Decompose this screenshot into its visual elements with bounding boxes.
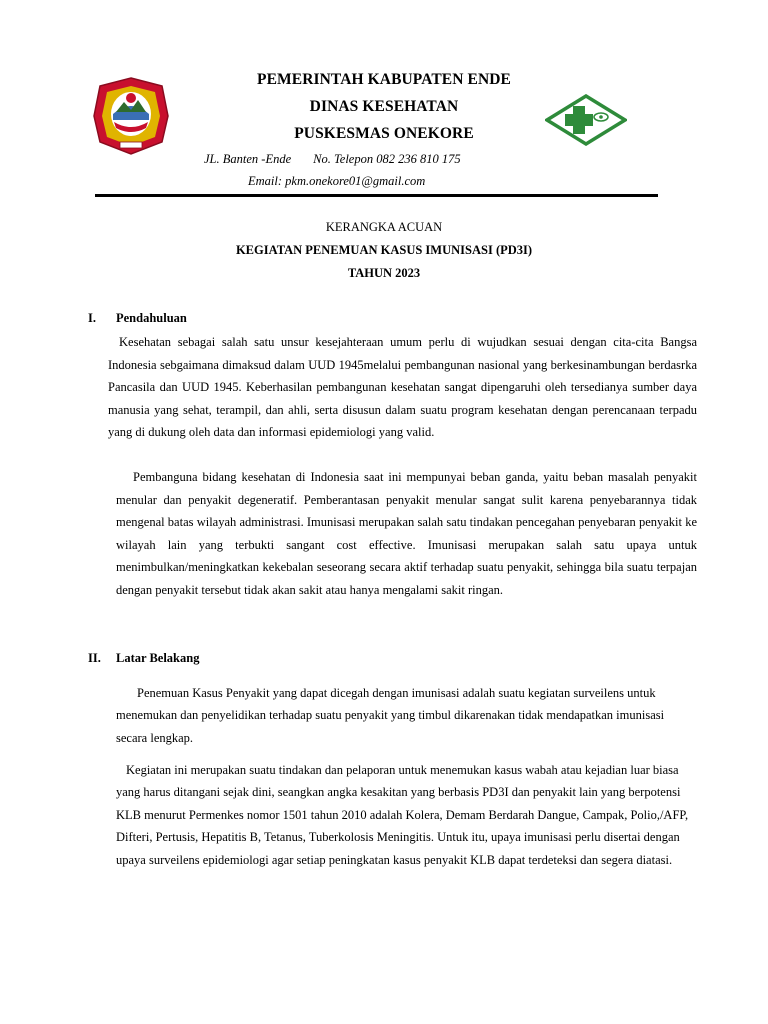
section-1-number: I.: [88, 311, 96, 325]
letterhead-address: JL. Banten -Ende: [204, 152, 292, 166]
section-1-title: Pendahuluan: [116, 311, 187, 325]
letterhead-divider: [95, 194, 658, 197]
section-1-heading: [88, 311, 187, 326]
section-2-title: Latar Belakang: [116, 651, 200, 665]
letterhead-government: PEMERINTAH KABUPATEN ENDE: [257, 71, 511, 88]
letterhead-puskesmas: PUSKESMAS ONEKORE: [294, 125, 474, 142]
section-2-paragraph-1: Penemuan Kasus Penyakit yang dapat dicegah dengan imunisasi adalah suatu kegiatan surveilens untuk menemukan dan penyelidikan terhadap suatu penyakit yang timbul dikarenakan tidak mendapatkan imunisasi secara lengkap.: [116, 686, 665, 745]
section-2-heading: [88, 651, 199, 666]
section-1-paragraph-2: Pembanguna bidang kesehatan di Indonesia saat ini mempunyai beban ganda, yaitu beban masalah penyakit menular dan penyakit degeneratif. Pemberantasan penyakit menular sangat sulit karena penyebarannya tidak mengenal batas wilayah administrasi. Imunisasi merupakan salah satu tindakan pencegahan penyebaran penyakit ke wilayah lain yang terbukti sangant cost effective. Imunisasi merupakan salah satu upaya untuk menimbulkan/meningkatkan kekebalan seseorang secara aktif terhadap suatu penyakit, sehingga bila suatu terpajan dengan penyakit tersebut tidak akan sakit atau hanya mengalami sakit ringan.: [116, 470, 697, 597]
section-2-number: II.: [88, 651, 101, 665]
letterhead-department: DINAS KESEHATAN: [309, 98, 459, 115]
doc-title-2: KEGIATAN PENEMUAN KASUS IMUNISASI (PD3I): [235, 243, 533, 257]
doc-title-3: TAHUN 2023: [347, 266, 421, 280]
section-1-paragraph-1: Kesehatan sebagai salah satu unsur kesejahteraan umum perlu di wujudkan sesuai dengan cita-cita Bangsa Indonesia sebgaimana dimaksud dalam UUD 1945melalui pembangunan nasional yang berkesinambungan berdasrka Pancasila dan UUD 1945. Keberhasilan pembangunan kesehatan sangat dipengaruhi oleh tersedianya sumber daya manusia yang sehat, terampil, dan ahli, serta disusun dalam suatu program kesehatan dengan perencanaan terpadu yang di dukung oleh data dan informasi epidemiologi yang valid.: [108, 335, 697, 440]
letterhead-phone: No. Telepon 082 236 810 175: [313, 152, 461, 166]
letterhead-address-line: [204, 152, 461, 167]
section-2-paragraph-2: Kegiatan ini merupakan suatu tindakan dan pelaporan untuk menemukan kasus wabah atau kejadian luar biasa yang harus ditangani sejak dini, seangkan angka kesakitan yang berbasis PD3I dan penyakit lain yang berpotensi KLB menurut Permenkes nomor 1501 tahun 2010 adalah Kolera, Demam Berdarah Dangue, Campak, Polio,/AFP, Difteri, Pertusis, Hepatitis B, Tetanus, Tuberkolosis Meningitis. Untuk itu, upaya imunisasi perlu disertai dengan upaya surveilens epidemiologi agar setiap peningkatan kasus penyakit KLB dapat terdeteksi dan segera diatasi.: [116, 763, 689, 867]
letterhead-email: Email: pkm.onekore01@gmail.com: [248, 174, 426, 188]
doc-title-1: KERANGKA ACUAN: [325, 220, 443, 234]
